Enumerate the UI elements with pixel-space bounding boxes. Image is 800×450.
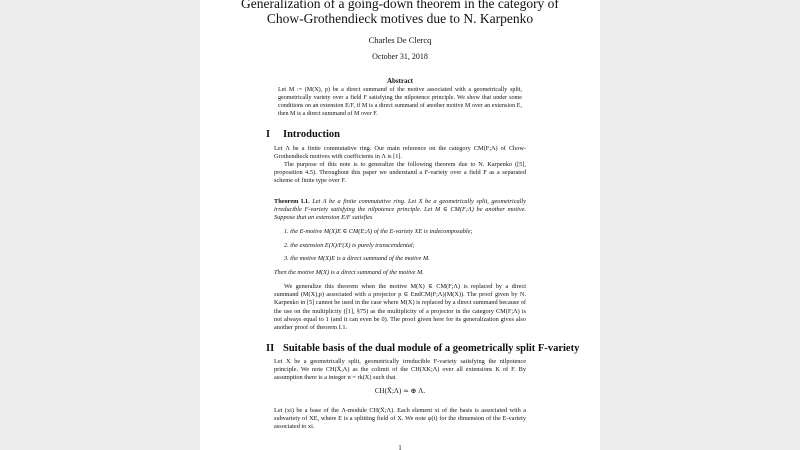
intro-paragraph-2: The purpose of this note is to generalize the following theorem due to N. Karpenko ([5], proposition 4.5). Throughout this paper we understand a F-variety over a field F as a separated scheme of finite type over F. [274, 161, 526, 185]
title-line-2: Chow-Grothendieck motives due to N. Karpenko [266, 11, 534, 26]
theorem-text: Let Λ be a finite commutative ring. Let X be a geometrically split, geometrically irreducible F-variety satisfying the nilpotence principle. Let M ∈ CM(F;Λ) be another motive. Suppose that an extension E/F satisfies [274, 198, 526, 222]
theorem-block [274, 198, 526, 223]
theorem-condition-2: 2. the extension E(X)/F(X) is purely transcendental; [284, 242, 415, 249]
theorem-condition-3: 3. the motive M(X)E is a direct summand of the motive M. [284, 255, 430, 262]
paper-title [200, 0, 600, 26]
paper-date: October 31, 2018 [372, 52, 428, 61]
section-2-paragraph-1: Let X be a geometrically split, geometrically irreducible F-variety satisfying the nilpotence principle. We note CH(X̄,Λ) as the colimit of the CH(XK;Λ) over all extensions K of F. By assumption there is a integer n = rk(X) such that [274, 358, 526, 382]
theorem-conclusion: Then the motive M(X) is a direct summand of the motive M. [274, 269, 424, 276]
section-1-title: Introduction [283, 129, 340, 140]
intro-paragraph-1: Let Λ be a finite commutative ring. Our main reference on the category CM(F;Λ) of Chow-Grothendieck motives with coefficients in Λ is [1]. [274, 145, 526, 161]
page-number: 1 [398, 444, 402, 450]
section-1-heading [266, 129, 340, 140]
section-2-title: Suitable basis of the dual module of a geometrically split F-variety [283, 343, 580, 354]
abstract-heading: Abstract [386, 77, 414, 85]
author-name: Charles De Clercq [368, 35, 432, 45]
section-2-heading [266, 343, 579, 354]
title-line-1: Generalization of a going-down theorem in the category of [241, 0, 559, 11]
section-2-number: II [266, 343, 275, 354]
theorem-label: Theorem I.1. [274, 198, 310, 205]
right-margin-background [600, 0, 800, 450]
left-margin-background [0, 0, 200, 450]
theorem-condition-1: 1. the E-motive M(X)E ∈ CM(E;Λ) of the E-variety XE is indecomposable; [284, 228, 473, 235]
section-2-paragraph-2: Let (xi) be a base of the Λ-module CH(X̄;Λ). Each element xi of the basis is associated with a subvariety of XE, where E is a splitting field of X. We note φ(i) for the dimension of the E-variety associated to xi. [274, 407, 526, 431]
direct-sum-formula: CH(X̄;Λ) ≃ ⊕ Λ. [374, 387, 426, 395]
abstract-text: Let M := (M(X), p) be a direct summand of the motive associated with a geometrically split, geometrically variety over a field F satisfying the nilpotence principle. We show that under some conditions on an extension E/F, if M is a direct summand of another motive M over an extension E, then M is a direct summand of M over F. [278, 87, 522, 117]
paper-page [200, 0, 600, 450]
section-1-number: I [266, 129, 271, 140]
intro-paragraph-3: We generalize this theorem when the motive M(X) ∈ CM(F;Λ) is replaced by a direct summand (M(X),p) associated with a projector p ∈ EndCM(F;Λ)(M(X)). The proof given by N. Karpenko in [5] cannot be used in the case where M(X) is replaced by a direct summand because of the use on the multiplicity ([1], §75) as the multiplicity of a projector in the category CM(F;Λ) is not always equal to 1 (and it can even be 0). The proof given here for its generalization gives also another proof of theorem I.1. [274, 283, 526, 332]
